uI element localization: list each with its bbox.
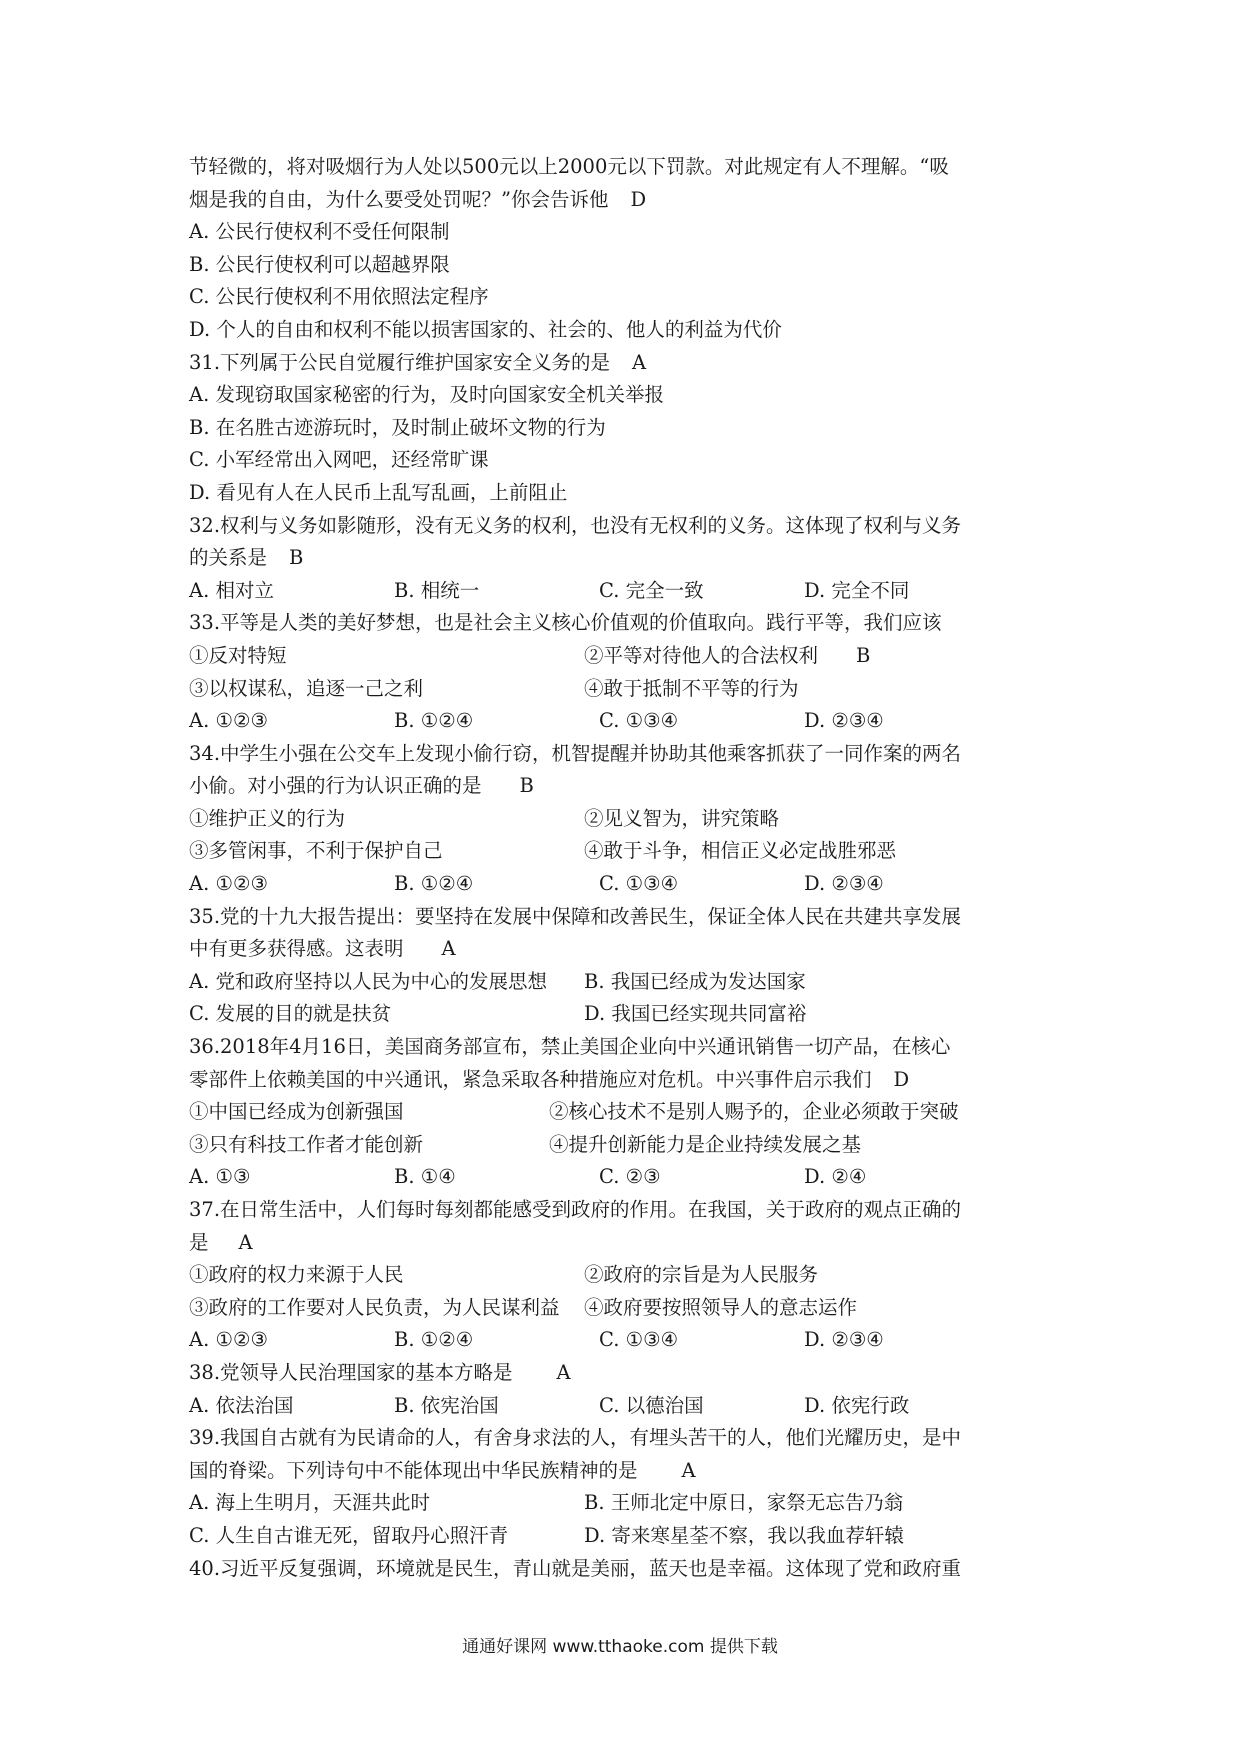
option-row: [189, 1390, 1069, 1423]
option: A. 发现窃取国家秘密的行为，及时向国家安全机关举报: [189, 383, 664, 407]
option: C. 发展的目的就是扶贫: [189, 1002, 392, 1026]
item-row: [189, 1292, 1069, 1325]
answer-mark: A: [238, 1230, 253, 1254]
question-stem: 39.我国自古就有为民请命的人，有舍身求法的人，有埋头苦干的人，他们光耀历史，是中: [189, 1426, 962, 1450]
option: B. 公民行使权利可以超越界限: [189, 252, 450, 276]
question-stem: 是 A: [189, 1230, 253, 1254]
option: D. 看见有人在人民币上乱写乱画，上前阻止: [189, 480, 568, 504]
item: ③以权谋私，追逐一己之利: [189, 676, 424, 700]
answer-mark: D: [630, 187, 647, 211]
option: A. 相对立: [189, 578, 274, 602]
option-row: [189, 1520, 1069, 1553]
question-stem: 35.党的十九大报告提出：要坚持在发展中保障和改善民生，保证全体人民在共建共享发展: [189, 904, 962, 928]
option: C. 完全一致: [599, 578, 704, 602]
item: ④提升创新能力是企业持续发展之基: [549, 1132, 862, 1156]
option: C. 人生自古谁无死，留取丹心照汗青: [189, 1523, 509, 1547]
option: B. 我国已经成为发达国家: [584, 969, 806, 993]
option-row: [189, 705, 1069, 738]
option-row: [189, 1161, 1069, 1194]
option: B. ①④: [394, 1165, 456, 1189]
question-stem: 国的脊梁。下列诗句中不能体现出中华民族精神的是 A: [189, 1458, 696, 1482]
option: A. ①③: [189, 1165, 251, 1189]
option: B. ①②④: [394, 1328, 474, 1352]
question-stem: 36.2018年4月16日，美国商务部宣布，禁止美国企业向中兴通讯销售一切产品，在核心: [189, 1035, 951, 1059]
option: C. 以德治国: [599, 1393, 704, 1417]
item-row: [189, 1096, 1069, 1129]
option: D. 个人的自由和权利不能以损害国家的、社会的、他人的利益为代价: [189, 317, 782, 341]
option: C. ②③: [599, 1165, 661, 1189]
option: A. ①②③: [189, 872, 268, 896]
option: D. 依宪行政: [804, 1393, 910, 1417]
page-footer: 通通好课网 www.tthaoke.com 提供下载: [462, 1637, 778, 1657]
question-stem: 零部件上依赖美国的中兴通讯，紧急采取各种措施应对危机。中兴事件启示我们 D: [189, 1067, 910, 1091]
option: B. 相统一: [394, 578, 480, 602]
option: D. ②③④: [804, 872, 884, 896]
option-row: [189, 1324, 1069, 1357]
option: C. ①③④: [599, 872, 679, 896]
option: C. ①③④: [599, 709, 679, 733]
question-stem: 38.党领导人民治理国家的基本方略是 A: [189, 1360, 571, 1384]
option: D. 寄来寒星荃不察，我以我血荐轩辕: [584, 1523, 904, 1547]
option: B. 在名胜古迹游玩时，及时制止破坏文物的行为: [189, 415, 606, 439]
question-stem: 31.下列属于公民自觉履行维护国家安全义务的是 A: [189, 350, 647, 374]
answer-mark: A: [681, 1458, 696, 1482]
answer-mark: A: [556, 1360, 571, 1384]
item: ④敢于斗争，相信正义必定战胜邪恶: [584, 839, 897, 863]
item-row: [189, 1259, 1069, 1292]
question-stem: 40.习近平反复强调，环境就是民生，青山就是美丽，蓝天也是幸福。这体现了党和政府重: [189, 1556, 962, 1580]
item: ④政府要按照领导人的意志运作: [584, 1295, 858, 1319]
option: A. 公民行使权利不受任何限制: [189, 220, 450, 244]
option: C. 公民行使权利不用依照法定程序: [189, 285, 489, 309]
item: ②核心技术不是别人赐予的，企业必须敢于突破: [549, 1100, 959, 1124]
option-row: [189, 868, 1069, 901]
option: D. ②③④: [804, 1328, 884, 1352]
question-stem: 中有更多获得感。这表明 A: [189, 937, 456, 961]
option-row: [189, 998, 1069, 1031]
option: D. ②④: [804, 1165, 867, 1189]
item: ①维护正义的行为: [189, 806, 346, 830]
question-stem: 34.中学生小强在公交车上发现小偷行窃，机智提醒并协助其他乘客抓获了一同作案的两名: [189, 741, 962, 765]
answer-mark: A: [632, 350, 647, 374]
item-row: [189, 673, 1069, 706]
answer-mark: B: [289, 546, 304, 570]
item: ①中国已经成为创新强国: [189, 1100, 404, 1124]
answer-mark: A: [441, 937, 456, 961]
question-stem: 32.权利与义务如影随形，没有无义务的权利，也没有无权利的义务。这体现了权利与义务: [189, 513, 962, 537]
question-stem: 的关系是 B: [189, 546, 304, 570]
item: ③多管闲事，不利于保护自己: [189, 839, 443, 863]
item: ①反对特短: [189, 643, 287, 667]
item: ④敢于抵制不平等的行为: [584, 676, 799, 700]
question-stem: 37.在日常生活中，人们每时每刻都能感受到政府的作用。在我国，关于政府的观点正确的: [189, 1198, 962, 1221]
option-row: [189, 575, 1069, 608]
option: D. ②③④: [804, 709, 884, 733]
question-stem: 33.平等是人类的美好梦想，也是社会主义核心价值观的价值取向。践行平等，我们应该: [189, 611, 942, 635]
option-row: [189, 966, 1069, 999]
option: B. ①②④: [394, 872, 474, 896]
option: A. 海上生明月，天涯共此时: [189, 1491, 430, 1515]
question-stem: 烟是我的自由，为什么要受处罚呢？”你会告诉他 D: [189, 187, 647, 211]
item: ②见义智为，讲究策略: [584, 806, 780, 830]
answer-mark: B: [519, 774, 534, 798]
question-stem: 小偷。对小强的行为认识正确的是 B: [189, 774, 534, 798]
option: D. 我国已经实现共同富裕: [584, 1002, 807, 1026]
answer-mark: D: [893, 1067, 910, 1091]
option: B. ①②④: [394, 709, 474, 733]
item: ①政府的权力来源于人民: [189, 1263, 404, 1287]
item-row: [189, 835, 1069, 868]
option: C. 小军经常出入网吧，还经常旷课: [189, 448, 489, 472]
item: ③只有科技工作者才能创新: [189, 1132, 424, 1156]
option: A. 党和政府坚持以人民为中心的发展思想: [189, 969, 547, 993]
option: B. 王师北定中原日，家祭无忘告乃翁: [584, 1491, 904, 1515]
document-body: [189, 151, 1069, 1585]
item: ②政府的宗旨是为人民服务: [584, 1263, 819, 1287]
answer-mark: B: [856, 643, 871, 667]
option: B. 依宪治国: [394, 1393, 499, 1417]
item: ③政府的工作要对人民负责，为人民谋利益: [189, 1295, 560, 1319]
option: A. ①②③: [189, 709, 268, 733]
item-row: [189, 803, 1069, 836]
option: A. 依法治国: [189, 1393, 294, 1417]
option: C. ①③④: [599, 1328, 679, 1352]
option: D. 完全不同: [804, 578, 910, 602]
option-row: [189, 1487, 1069, 1520]
option: A. ①②③: [189, 1328, 268, 1352]
question-stem: 节轻微的，将对吸烟行为人处以500元以上2000元以下罚款。对此规定有人不理解。“吸: [189, 155, 949, 178]
item: ②平等对待他人的合法权利 B: [584, 643, 871, 667]
item-row: [189, 1129, 1069, 1162]
item-row: [189, 640, 1069, 673]
